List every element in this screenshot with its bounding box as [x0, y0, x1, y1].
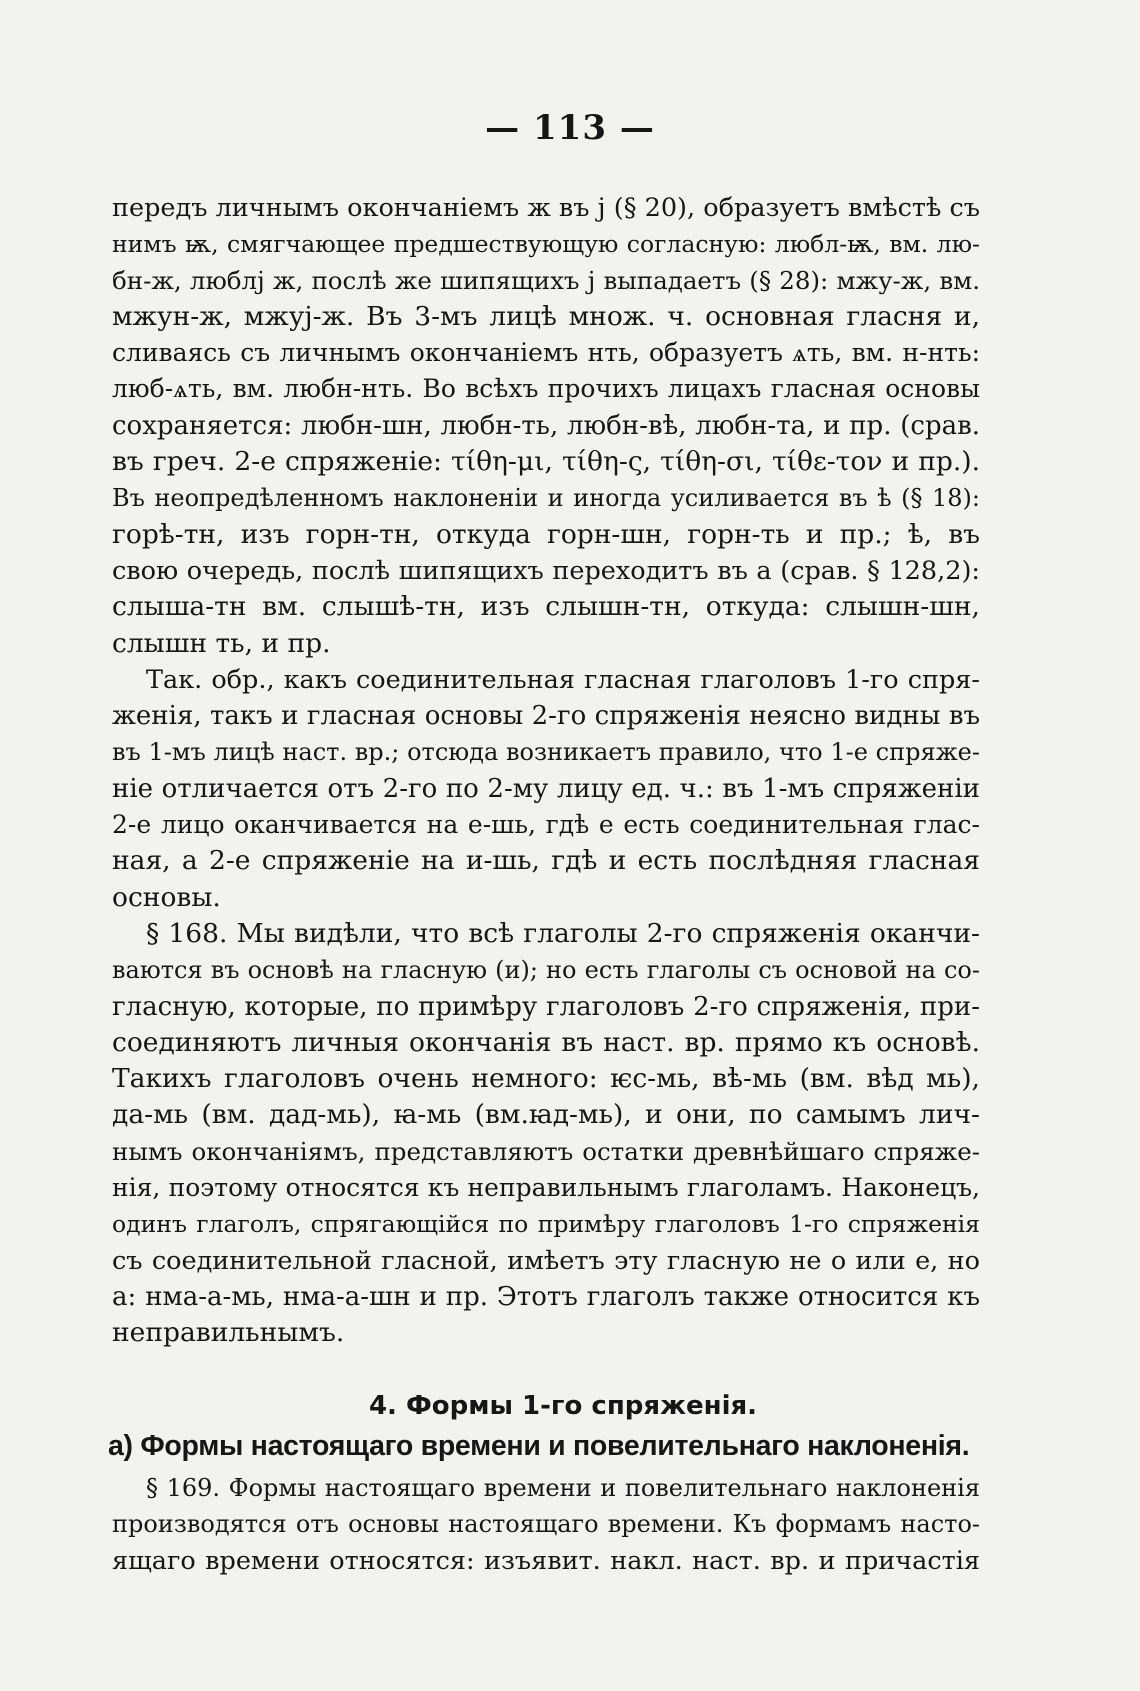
text-line: женія, такъ и гласная основы 2-го спряженія неясно видны въ [112, 701, 980, 732]
paragraph-1 [112, 190, 980, 662]
paragraph-168 [112, 916, 980, 1352]
section-title: 4. Формы 1-го спряженія. [368, 1390, 758, 1421]
text-line: гласную, которые, по примѣру глаголовъ 2-го спряженія, при- [112, 991, 980, 1022]
text-line: нымъ окончаніямъ, представляютъ остатки древнѣйшаго спряже- [112, 1136, 980, 1166]
text-line: неправильнымъ. [112, 1317, 345, 1349]
page-number: — 113 — [485, 108, 655, 148]
text-line: ная, а 2-е спряженіе на и-шь, гдѣ и есть послѣдняя гласная [112, 845, 980, 877]
text-line: люб-ѧть, вм. любн-нть. Во всѣхъ прочихъ лицахъ гласная основы [112, 374, 980, 404]
text-line: Так. обр., какъ соединительная гласная глаголовъ 1-го спря- [146, 664, 980, 695]
text-line: бн-ж, люблj ж, послѣ же шипящихъ j выпадаетъ (§ 28): мжу-ж, вм. [112, 265, 980, 295]
subsection-title: а) Формы настоящаго времени и повелительнаго наклоненія. [108, 1429, 970, 1462]
text-line: горѣ-тн, изъ горн-тн, откуда горн-шн, горн-ть и пр.; ѣ, въ [112, 518, 980, 550]
text-line: § 168. Мы видѣли, что всѣ глаголы 2-го спряженія оканчи- [146, 917, 980, 949]
text-line: свою очередь, послѣ шипящихъ переходитъ въ а (срав. § 128,2): [112, 555, 980, 586]
main-text [108, 190, 980, 1579]
text-line: основы. [112, 881, 221, 913]
paragraph-169 [112, 1470, 980, 1579]
text-line: ніе отличается отъ 2-го по 2-му лицу ед. ч.: въ 1-мъ спряженіи [112, 773, 980, 804]
text-line: сохраняется: любн-шн, любн-ть, любн-вѣ, любн-та, и пр. (срав. [112, 410, 980, 441]
text-line: съ соединительной гласной, имѣетъ эту гласную не о или е, но [112, 1245, 980, 1276]
text-line: мжун-ж, мжуj-ж. Въ 3-мъ лицѣ множ. ч. основная гласня и, [112, 300, 980, 332]
text-line: да-мь (вм. дад-мь), ꙗ-мь (вм.ꙗд-мь), и они, по самымъ лич- [112, 1099, 980, 1131]
text-line: ваются въ основѣ на гласную (и); но есть глаголы съ основой на со- [112, 956, 980, 985]
text-line: нія, поэтому относятся къ неправильнымъ глаголамъ. Наконецъ, [112, 1173, 980, 1203]
text-line: Въ неопредѣленномъ наклоненіи и иногда усиливается въ ѣ (§ 18): [112, 484, 980, 513]
text-line: слышн ть, и пр. [112, 627, 331, 659]
text-line: производятся отъ основы настоящаго времени. Къ формамъ насто- [112, 1510, 980, 1539]
text-line: 2-е лицо оканчивается на е-шь, гдѣ е есть соединительная глас- [112, 810, 980, 840]
text-line: а: нма-а-мь, нма-а-шн и пр. Этотъ глаголъ также относится къ [112, 1281, 980, 1312]
text-line: соединяютъ личныя окончанія въ наст. вр. прямо къ основѣ. [112, 1026, 980, 1058]
paragraph-2 [112, 662, 980, 916]
text-line: передъ личнымъ окончаніемъ ж въ j (§ 20), образуетъ вмѣстѣ съ [112, 193, 980, 223]
text-line: сливаясь съ личнымъ окончаніемъ нть, образуетъ ѧть, вм. н-нть: [112, 338, 980, 368]
text-line: ящаго времени относятся: изъявит. накл. наст. вр. и причастія [112, 1545, 980, 1576]
text-line: въ 1-мъ лицѣ наст. вр.; отсюда возникаетъ правило, что 1-е спряже- [112, 738, 980, 767]
text-line: одинъ глаголъ, спрягающійся по примѣру глаголовъ 1-го спряженія [112, 1210, 980, 1239]
text-line: слыша-тн вм. слышѣ-тн, изъ слышн-тн, откуда: слышн-шн, [112, 591, 980, 623]
text-line: Такихъ глаголовъ очень немного: ѥс-мь, вѣ-мь (вм. вѣд мь), [112, 1063, 980, 1095]
text-line: нимъ ѭ, смягчающее предшествующую согласную: любл-ѭ, вм. лю- [112, 230, 980, 259]
text-line: въ греч. 2-е спряженіе: τίθη-μι, τίθη-ς, τίθη-σι, τίθε-τον и пр.). [112, 446, 980, 478]
section-gap [112, 1352, 980, 1388]
text-line: § 169. Формы настоящаго времени и повелительнаго наклоненія [146, 1474, 980, 1503]
